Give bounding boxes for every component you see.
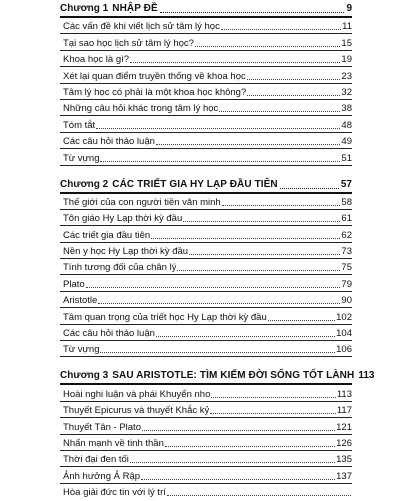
dot-leader [151,237,340,239]
entry-page: 51 [341,152,352,164]
toc-entry [60,51,352,67]
toc-entry [60,84,352,100]
toc-entry [60,385,352,401]
chapter-number: Chương 2 [60,178,109,190]
entry-page: 15 [341,37,352,49]
entry-page: 48 [341,119,352,131]
entry-list [60,385,352,499]
entry-page: 126 [336,437,352,449]
dot-leader [130,461,335,463]
entry-list [60,194,352,358]
entry-page: 106 [336,344,352,356]
chapter-2 [60,176,352,358]
toc-entry [60,149,352,165]
dot-leader [167,494,351,496]
entry-title: Các vấn đề khi viết lịch sử tâm lý học [63,21,220,33]
toc-entry [60,484,352,499]
dot-leader [221,28,341,30]
dot-leader [211,396,335,398]
dot-leader [156,143,341,145]
entry-page: 104 [336,328,352,340]
entry-page: 58 [341,196,352,208]
chapter-heading [60,176,352,194]
dot-leader [86,286,341,288]
toc-entry [60,451,352,467]
toc-entry [60,100,352,116]
toc-entry [60,194,352,210]
entry-page: 113 [336,388,352,400]
entry-page: 137 [336,470,352,482]
toc-entry [60,341,352,357]
entry-title: Hoài nghi luận và phái Khuyển nho [63,388,211,400]
dot-leader [100,160,340,162]
entry-title: Tóm tắt [63,119,96,131]
chapter-3 [60,367,375,499]
entry-title: Các triết gia đầu tiên [63,229,151,241]
dot-leader [247,78,341,80]
entry-page: 102 [336,311,352,323]
toc-entry [60,418,352,434]
entry-page: 23 [341,70,352,82]
dot-leader [142,429,335,431]
toc-entry [60,18,352,34]
entry-page: 49 [341,136,352,148]
dot-leader [100,351,335,353]
dot-leader [183,220,340,222]
entry-list [60,18,352,166]
toc-entry [60,402,352,418]
dot-leader [165,445,335,447]
dot-leader [130,61,340,63]
toc-entry [60,34,352,50]
entry-page: 32 [341,86,352,98]
entry-title: Nền y học Hy Lạp thời kỳ đầu [63,246,189,258]
toc-entry [60,67,352,83]
dot-leader [141,478,335,480]
toc-entry [60,275,352,291]
toc-entry [60,292,352,308]
entry-page: 38 [341,103,352,115]
entry-title: Thời đại đen tối [63,454,129,466]
entry-title: Hòa giải đức tin với lý trí [63,487,166,499]
table-of-contents [60,0,375,501]
toc-entry [60,308,352,324]
dot-leader [219,110,340,112]
entry-page: 11 [342,21,352,33]
dot-leader [189,253,340,255]
chapter-page: 9 [346,3,352,14]
toc-entry [60,325,352,341]
chapter-number: Chương 3 [60,370,109,382]
entry-page: 19 [341,54,352,66]
toc-entry [60,259,352,275]
chapter-1 [60,0,352,166]
dot-leader [195,45,340,47]
entry-title: Tâm lý học có phải là một khoa học không? [63,86,247,98]
entry-title: Các câu hỏi thảo luận [63,136,155,148]
entry-title: Từ vựng [63,344,100,356]
chapter-page: 113 [358,370,375,382]
chapter-title: CÁC TRIẾT GIA HY LẠP ĐẦU TIÊN [112,178,278,190]
chapter-title: NHẬP ĐỀ [112,3,158,14]
toc-entry [60,226,352,242]
chapter-heading [60,0,352,18]
entry-title: Những câu hỏi khác trong tâm lý học [63,103,219,115]
dot-leader [160,11,345,13]
entry-page: 73 [341,246,352,258]
entry-page: 79 [341,278,352,290]
entry-title: Thuyết Tân - Plato [63,421,141,433]
entry-page: 75 [341,262,352,274]
entry-page: 61 [341,213,352,225]
toc-entry [60,435,352,451]
dot-leader [98,302,340,304]
entry-title: Tính tương đối của chân lý [63,262,177,274]
entry-page: 135 [336,454,352,466]
dot-leader [210,412,336,414]
entry-page: 62 [341,229,352,241]
entry-page: 117 [336,405,352,417]
entry-title: Tôn giáo Hy Lạp thời kỳ đầu [63,213,183,225]
dot-leader [96,127,340,129]
dot-leader [156,335,335,337]
entry-title: Xét lại quan điểm truyền thống về khoa học [63,70,246,82]
entry-page: 121 [336,421,352,433]
entry-title: Từ vựng [63,152,100,164]
entry-title: Tầm quan trọng của triết học Hy Lạp thời kỳ đầu [63,311,267,323]
entry-title: Tại sao học lịch sử tâm lý học? [63,37,194,49]
toc-entry [60,210,352,226]
entry-title: Aristotle [63,295,98,307]
toc-entry [60,467,352,483]
chapter-page: 57 [340,178,352,190]
entry-title: Plato [63,278,85,290]
toc-entry [60,133,352,149]
entry-title: Nhấn mạnh về tinh thần [63,437,164,449]
toc-entry [60,243,352,259]
dot-leader [268,319,335,321]
chapter-title: SAU ARISTOTLE: TÌM KIẾM ĐỜI SỐNG TỐT LÀNH [112,370,355,382]
entry-page: 90 [341,295,352,307]
entry-title: Thế giới của con người tiền văn minh [63,196,221,208]
entry-title: Các câu hỏi thảo luận [63,328,155,340]
dot-leader [280,187,339,189]
entry-title: Thuyết Epicurus và thuyết Khắc kỷ [63,405,210,417]
dot-leader [177,269,340,271]
dot-leader [222,204,341,206]
entry-title: Ảnh hưởng Ả Rập [63,470,141,482]
dot-leader [247,94,340,96]
toc-entry [60,116,352,132]
entry-title: Khoa học là gì? [63,54,130,66]
chapter-heading [60,367,375,385]
chapter-number: Chương 1 [60,3,109,14]
